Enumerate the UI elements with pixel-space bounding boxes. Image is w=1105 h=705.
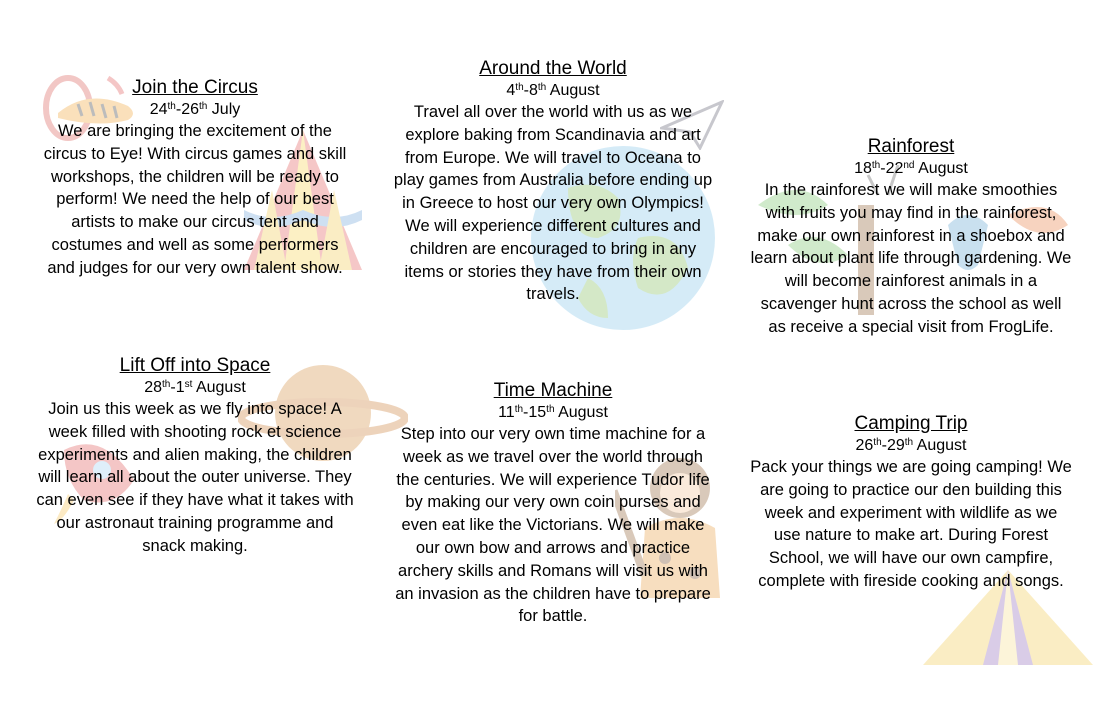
activity-title: Around the World [479, 58, 627, 79]
activity-title: Lift Off into Space [119, 355, 271, 376]
activity-join-the-circus [36, 77, 354, 280]
activity-title: Camping Trip [854, 413, 968, 434]
activity-dates: 24th-26th July [149, 101, 241, 118]
activity-dates: 26th-29th August [855, 437, 967, 454]
activity-description: In the rainforest we will make smoothies with fruits you may find in the rainforest, make our own rainforest in a shoebox and learn about plant life through gardening. We will become rainforest animals in a scavenger hunt across the school as well as receive a special visit from FrogLife. [750, 181, 1072, 336]
activity-title: Rainforest [867, 136, 955, 157]
activity-description: Join us this week as we fly into space! A week filled with shooting rock et science experiments and alien making, the children will learn all about the outer universe. They can even see if they have what it takes with our astronaut training programme and snack making. [36, 400, 354, 555]
activity-dates: 11th-15th August [498, 404, 608, 421]
activity-description: Travel all over the world with us as we explore baking from Scandinavia and art from Europe. We will travel to Oceana to play games from Australia before ending up in Greece to host our very own Olympics! We will experience different cultures and children are encouraged to bring in any items or stories they have from their own travels. [393, 103, 713, 304]
activity-title: Time Machine [493, 380, 613, 401]
activity-description: We are bringing the excitement of the circus to Eye! With circus games and skill workshops, the children will be ready to perform! We need the help of our best artists to make our circus tent and costumes and well as some performers and judges for our very own talent show. [43, 122, 347, 277]
activity-around-the-world [392, 58, 714, 306]
activity-camping-trip [750, 413, 1072, 593]
activity-dates: 28th-1st August [144, 379, 246, 396]
activity-description: Pack your things we are going camping! We are going to practice our den building this week and experiment with wildlife as we use nature to make art. During Forest School, we will have our own campfire, complete with fireside cooking and songs. [750, 458, 1072, 590]
activity-lift-off-into-space [36, 355, 354, 558]
activity-time-machine [392, 380, 714, 628]
activity-dates: 18th-22nd August [854, 160, 968, 177]
activity-rainforest [750, 136, 1072, 339]
activity-description: Step into our very own time machine for a week as we travel over the world through the centuries. We will experience Tudor life by making our very own coin purses and even eat like the Victorians. We will make our own bow and arrows and practice archery skills and Romans will visit us with an invasion as the children have to prepare for battle. [395, 425, 711, 626]
activity-dates: 4th-8th August [506, 82, 600, 99]
activity-title: Join the Circus [132, 77, 258, 98]
